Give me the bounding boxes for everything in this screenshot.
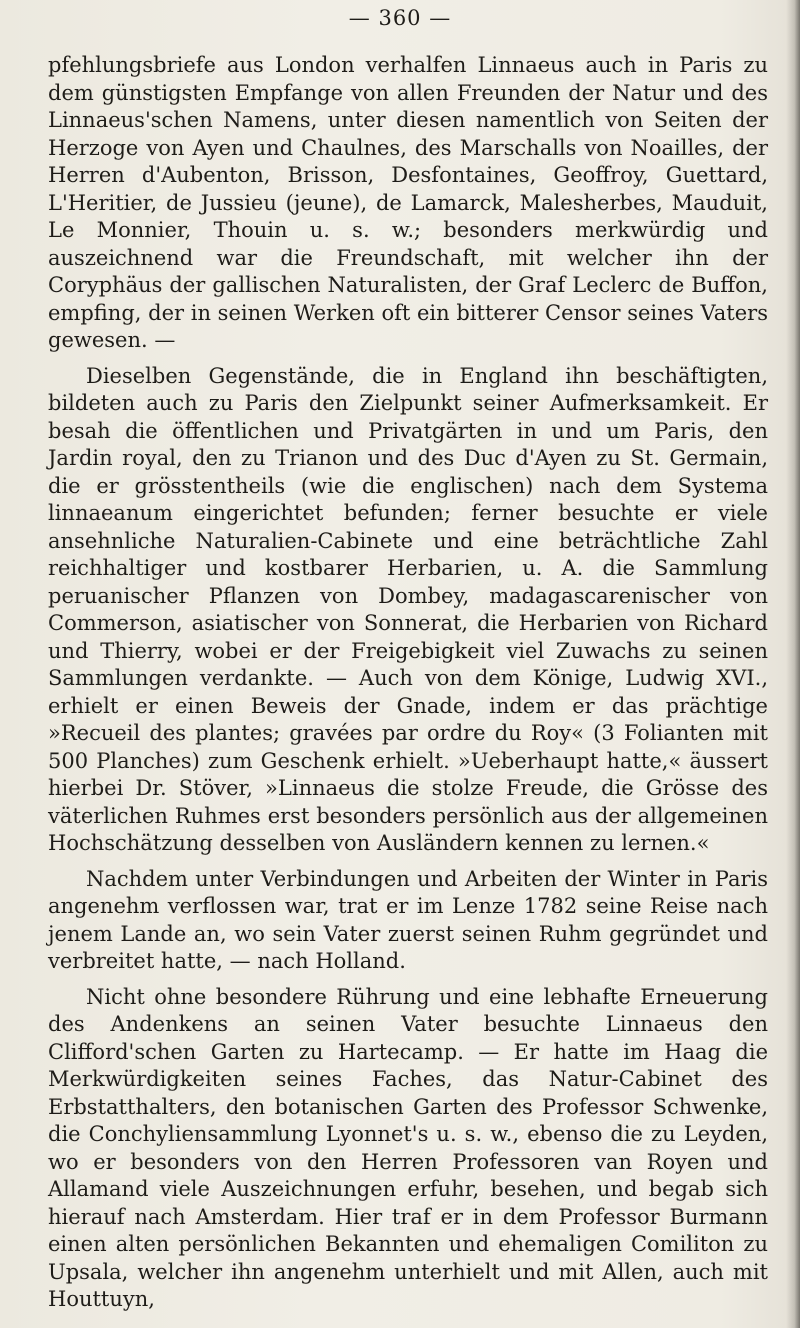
- paragraph-4: Nicht ohne besondere Rührung und eine lebhafte Erneuerung des Andenkens an seinen Vater besuchte Linnaeus den Clifford'schen Garten zu Hartecamp. — Er hatte im Haag die Merkwürdigkeiten seines Faches, das Natur-Cabinet des Erbstatthalters, den botanischen Garten des Professor Schwenke, die Conchyliensammlung Lyonnet's u. s. w., ebenso die zu Leyden, wo er besonders von den Herren Professoren van Royen und Allamand viele Auszeichnungen erfuhr, besehen, und begab sich hierauf nach Amsterdam. Hier traf er in dem Professor Burmann einen alten persönlichen Bekannten und ehemaligen Comiliton zu Upsala, welcher ihn angenehm unterhielt und mit Allen, auch mit Houttuyn,: [48, 984, 768, 1311]
- paragraph-1: pfehlungsbriefe aus London verhalfen Linnaeus auch in Paris zu dem günstigsten Empfange von allen Freunden der Natur und des Linnaeus'schen Namens, unter diesen namentlich von Seiten der Herzoge von Ayen und Chaulnes, des Marschalls von Noailles, der Herren d'Aubenton, Brisson, Desfontaines, Geoffroy, Guettard, L'Heritier, de Jussieu (jeune), de Lamarck, Malesherbes, Mauduit, Le Monnier, Thouin u. s. w.; besonders merkwürdig und auszeichnend war die Freundschaft, mit welcher ihn der Coryphäus der gallischen Naturalisten, der Graf Leclerc de Buffon, empfing, der in seinen Werken oft ein bitterer Censor seines Vaters gewesen. —: [48, 53, 768, 352]
- body-text: [48, 52, 768, 1314]
- paragraph-3: Nachdem unter Verbindungen und Arbeiten der Winter in Paris angenehm verflossen war, trat er im Lenze 1782 seine Reise nach jenem Lande an, wo sein Vater zuerst seinen Ruhm gegründet und verbreitet hatte, — nach Holland.: [48, 866, 768, 973]
- paragraph-2: Dieselben Gegenstände, die in England ihn beschäftigten, bildeten auch zu Paris den Zielpunkt seiner Aufmerksamkeit. Er besah die öffentlichen und Privatgärten in und um Paris, den Jardin royal, den zu Trianon und des Duc d'Ayen zu St. Germain, die er grösstentheils (wie die englischen) nach dem Systema linnaeanum eingerichtet befunden; ferner besuchte er viele ansehnliche Naturalien-Cabinete und eine beträchtliche Zahl reichhaltiger und kostbarer Herbarien, u. A. die Sammlung peruanischer Pflanzen von Dombey, madagascarenischer von Commerson, asiatischer von Sonnerat, die Herbarien von Richard und Thierry, wobei er der Freigebigkeit viel Zuwachs zu seinen Sammlungen verdankte. — Auch von dem Könige, Ludwig XVI., erhielt er einen Beweis der Gnade, indem er das prächtige »Recueil des plantes; gravées par ordre du Roy« (3 Folianten mit 500 Planches) zum Geschenk erhielt. »Ueberhaupt hatte,« äussert hierbei Dr. Stöver, »Linnaeus die stolze Freude, die Grösse des väterlichen Ruhmes erst besonders persönlich aus der allgemeinen Hochschätzung desselben von Ausländern kennen zu lernen.«: [48, 363, 768, 855]
- page-number: — 360 —: [348, 6, 452, 30]
- page-edge-shadow: [786, 0, 800, 1328]
